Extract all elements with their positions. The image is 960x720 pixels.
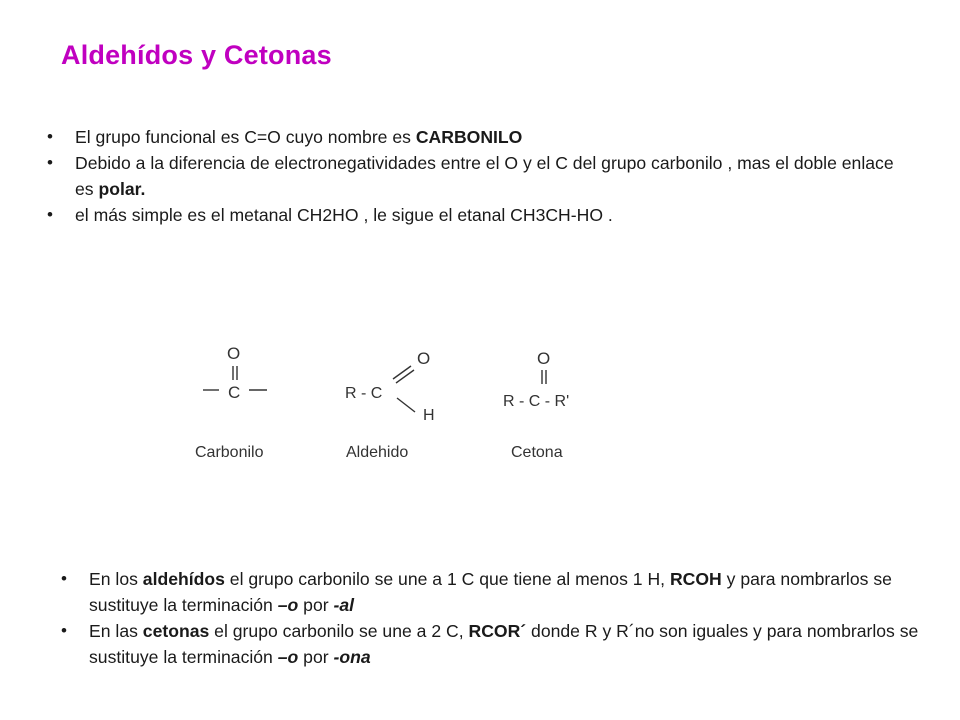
aldehido-rc: R - C bbox=[345, 385, 383, 402]
bullet-icon: • bbox=[47, 127, 53, 146]
page-title: Aldehídos y Cetonas bbox=[61, 40, 332, 70]
aldehido-caption: Aldehido bbox=[346, 444, 409, 461]
bullet-icon: • bbox=[47, 205, 53, 224]
list-item: • En las cetonas el grupo carbonilo se une a 2 C, RCOR´ donde R y R´no son iguales y para nombrarlos se sustituye la terminación –o por -ona bbox=[89, 618, 929, 670]
cetona-structure bbox=[503, 349, 569, 461]
cetona-chain: R - C - R' bbox=[503, 393, 570, 410]
carbonyl-structures-figure bbox=[193, 336, 593, 466]
bullet-icon: • bbox=[61, 569, 67, 588]
list-item: • Debido a la diferencia de electronegatividades entre el O y el C del grupo carbonilo , mas el doble enlace es polar. bbox=[75, 150, 905, 202]
bottom-bullet-list bbox=[61, 566, 929, 670]
list-item: • El grupo funcional es C=O cuyo nombre es CARBONILO bbox=[75, 124, 905, 150]
list-item: • En los aldehídos el grupo carbonilo se une a 1 C que tiene al menos 1 H, RCOH y para nombrarlos se sustituye la terminación –o por -al bbox=[89, 566, 929, 618]
carbonilo-structure bbox=[195, 344, 267, 461]
cetona-caption: Cetona bbox=[511, 444, 563, 461]
carbonilo-c: C bbox=[228, 383, 241, 402]
structures-svg bbox=[193, 336, 593, 466]
aldehido-h: H bbox=[423, 407, 435, 424]
aldehido-o: O bbox=[417, 349, 431, 368]
bullet-icon: • bbox=[61, 621, 67, 640]
carbonilo-caption: Carbonilo bbox=[195, 444, 264, 461]
top-bullet-list bbox=[47, 124, 905, 228]
bullet-icon: • bbox=[47, 153, 53, 172]
cetona-o: O bbox=[537, 349, 551, 368]
list-item: • el más simple es el metanal CH2HO , le sigue el etanal CH3CH-HO . bbox=[75, 202, 905, 228]
carbonilo-o: O bbox=[227, 344, 241, 363]
aldehido-structure bbox=[345, 349, 435, 461]
